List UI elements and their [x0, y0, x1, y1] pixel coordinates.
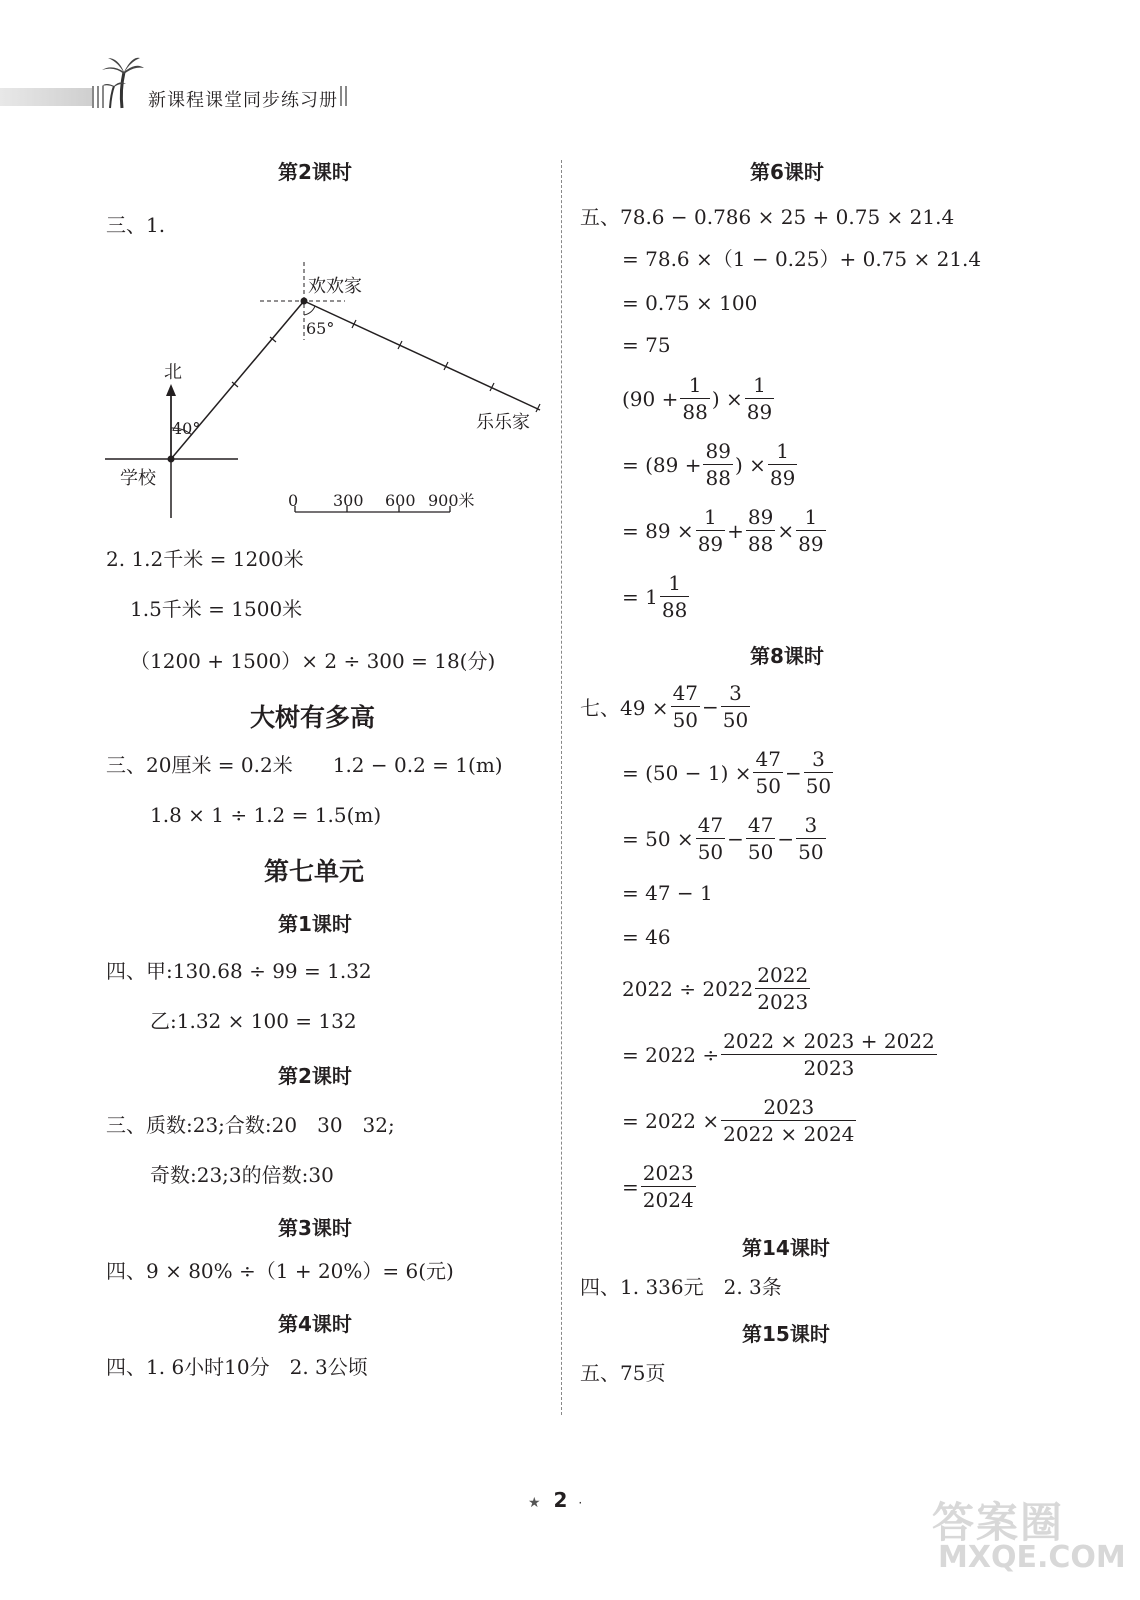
header-bar	[0, 88, 92, 106]
expr-text: = (89 +	[622, 452, 702, 477]
fraction-line	[622, 812, 828, 865]
denominator: 2024	[642, 1188, 694, 1212]
answer-line: 三、20厘米 = 0.2米 1.2 − 0.2 = 1(m)	[106, 753, 503, 777]
answer-line: = 0.75 × 100	[622, 291, 758, 315]
fraction	[696, 812, 725, 865]
page-dot: ·	[578, 1496, 583, 1510]
denominator: 89	[697, 532, 724, 556]
expr-text: =	[622, 1174, 639, 1199]
watermark-logo: 答案圈	[932, 1498, 1065, 1547]
answer-line: 奇数:23;3的倍数:30	[150, 1163, 334, 1187]
answer-line: 1.8 × 1 ÷ 1.2 = 1.5(m)	[150, 803, 382, 827]
school-label: 学校	[120, 468, 156, 489]
watermark-url: MXQE.COM	[938, 1540, 1126, 1575]
expr-text: 七、49 ×	[580, 696, 669, 720]
lesson-title: 第15课时	[742, 1322, 830, 1346]
denominator: 88	[661, 598, 688, 622]
answer-line: = 46	[622, 925, 671, 949]
fraction	[680, 372, 709, 425]
scale-label: 900米	[428, 491, 475, 510]
fraction	[721, 1094, 856, 1147]
lesson-title: 第2课时	[278, 160, 352, 184]
fraction	[671, 680, 700, 733]
denominator: 50	[672, 708, 699, 732]
section-title: 大树有多高	[250, 703, 376, 732]
numerator: 1	[768, 438, 797, 465]
denominator: 50	[755, 774, 781, 798]
fraction	[796, 812, 825, 865]
fraction	[745, 372, 774, 425]
scale-label: 0	[288, 491, 299, 510]
answer-line: 三、质数:23;合数:20 30 32;	[106, 1113, 395, 1137]
expr-text: = 1	[622, 584, 658, 609]
header-end-stripes	[340, 86, 350, 110]
answer-line: 2. 1.2千米 = 1200米	[106, 547, 304, 571]
numerator: 1	[796, 504, 825, 531]
header-title: 新课程课堂同步练习册	[148, 90, 338, 111]
numerator: 47	[755, 747, 781, 771]
expr-text: +	[727, 518, 744, 543]
numerator: 89	[747, 505, 774, 529]
fraction-line	[622, 746, 835, 799]
denominator: 88	[682, 400, 708, 424]
lesson-title: 第6课时	[750, 160, 824, 184]
fraction	[660, 570, 689, 623]
numerator: 1	[745, 372, 774, 399]
fraction-line	[622, 372, 776, 425]
column-divider	[561, 160, 562, 1415]
answer-line: = 78.6 ×（1 − 0.25）+ 0.75 × 21.4	[622, 247, 982, 271]
fraction-line	[580, 680, 752, 733]
numerator: 3	[721, 680, 750, 707]
expr-text: (90 +	[622, 386, 679, 411]
answer-line: 五、78.6 − 0.786 × 25 + 0.75 × 21.4	[580, 205, 955, 229]
page-number-value: 2	[553, 1488, 568, 1512]
numerator: 2022 × 2023 + 2022	[723, 1029, 935, 1053]
denominator: 2022 × 2024	[723, 1122, 855, 1146]
expr-text: −	[777, 826, 795, 851]
answer-line: 乙:1.32 × 100 = 132	[150, 1009, 357, 1033]
denominator: 2023	[803, 1056, 855, 1080]
fraction	[721, 1028, 937, 1081]
expr-text: −	[727, 826, 744, 851]
angle-65-label: 65°	[306, 319, 335, 338]
fraction	[641, 1160, 696, 1213]
answer-line: 1.5千米 = 1500米	[130, 597, 303, 621]
answer-line: = 47 − 1	[622, 881, 713, 905]
palm-tree-icon	[100, 56, 146, 110]
scale-label: 600	[385, 491, 416, 510]
page-number	[528, 1488, 582, 1512]
expr-text: = (50 − 1) ×	[622, 760, 752, 785]
numerator: 3	[804, 746, 833, 773]
lesson-title: 第8课时	[750, 644, 824, 668]
lesson-title: 第14课时	[742, 1236, 830, 1260]
numerator: 2023	[642, 1161, 694, 1185]
expr-text: = 50 ×	[622, 826, 694, 851]
numerator: 2023	[721, 1094, 856, 1121]
answer-line: 四、1. 336元 2. 3条	[580, 1275, 782, 1299]
lesson-title: 第1课时	[278, 912, 352, 936]
denominator: 88	[705, 466, 731, 490]
north-label: 北	[164, 362, 182, 383]
lesson-title: 第3课时	[278, 1216, 352, 1240]
denominator: 2023	[757, 990, 809, 1014]
expr-text: = 2022 ×	[622, 1108, 720, 1133]
fraction	[746, 812, 775, 865]
numerator: 1	[660, 570, 689, 597]
numerator: 47	[697, 813, 724, 837]
lesson-title: 第4课时	[278, 1312, 352, 1336]
answer-line: = 75	[622, 333, 671, 357]
answer-line: 四、9 × 80% ÷（1 + 20%）= 6(元)	[106, 1259, 454, 1283]
denominator: 89	[746, 400, 773, 424]
expr-text: 2022 ÷ 2022	[622, 976, 754, 1001]
numerator: 47	[747, 813, 774, 837]
fraction	[804, 746, 833, 799]
denominator: 50	[805, 774, 832, 798]
fraction	[703, 438, 732, 491]
answer-line: 五、75页	[580, 1361, 666, 1385]
fraction	[755, 962, 810, 1015]
denominator: 50	[697, 840, 724, 864]
denominator: 89	[798, 532, 824, 556]
fraction	[746, 504, 775, 557]
expr-text: ) ×	[734, 452, 766, 477]
direction-map	[100, 260, 550, 530]
fraction-line	[622, 504, 828, 557]
denominator: 89	[769, 466, 796, 490]
fraction	[721, 680, 750, 733]
answer-line: 三、1.	[106, 213, 166, 237]
fraction	[768, 438, 797, 491]
expr-text: ×	[777, 518, 795, 543]
numerator: 1	[696, 504, 725, 531]
huan-home-label: 欢欢家	[308, 276, 362, 297]
numerator: 3	[796, 812, 825, 839]
fraction	[796, 504, 825, 557]
fraction-line	[622, 570, 691, 623]
fraction	[696, 504, 725, 557]
answer-line: 四、1. 6小时10分 2. 3公顷	[106, 1355, 368, 1379]
fraction-line	[622, 1160, 698, 1213]
unit-title: 第七单元	[264, 857, 365, 886]
denominator: 50	[798, 840, 824, 864]
expr-text: −	[784, 760, 802, 785]
denominator: 88	[747, 532, 774, 556]
lesson-title: 第2课时	[278, 1064, 352, 1088]
expr-text: ) ×	[711, 386, 743, 411]
expr-text: −	[702, 694, 719, 719]
numerator: 89	[705, 439, 731, 463]
answer-line: （1200 + 1500）× 2 ÷ 300 = 18(分)	[130, 649, 496, 673]
expr-text: = 2022 ÷	[622, 1042, 720, 1067]
denominator: 50	[722, 708, 749, 732]
fraction	[753, 746, 782, 799]
denominator: 50	[747, 840, 774, 864]
lele-home-label: 乐乐家	[476, 412, 530, 433]
fraction-line	[622, 1094, 858, 1147]
numerator: 1	[680, 372, 709, 399]
fraction-line	[622, 962, 812, 1015]
fraction-line	[622, 438, 799, 491]
expr-text: = 89 ×	[622, 518, 694, 543]
angle-40-label: 40°	[172, 419, 201, 438]
scale-label: 300	[333, 491, 364, 510]
numerator: 47	[672, 681, 699, 705]
answer-line: 四、甲:130.68 ÷ 99 = 1.32	[106, 959, 372, 983]
fraction-line	[622, 1028, 939, 1081]
numerator: 2022	[757, 963, 809, 987]
star-icon: ★	[528, 1495, 541, 1511]
